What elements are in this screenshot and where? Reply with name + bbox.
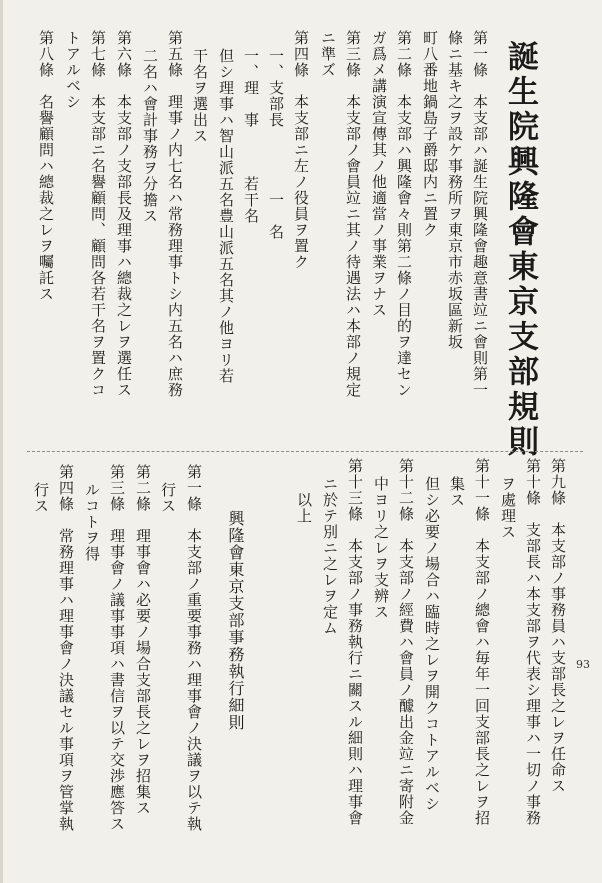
text-line: 中ヨリ之レヲ支辨ス bbox=[372, 476, 390, 620]
document-title: 誕生院興隆會東京支部規則 bbox=[502, 40, 538, 460]
text-line: 第七條 本支部ニ名譽顧問、顧問各若干名ヲ置クコ bbox=[89, 30, 107, 398]
text-line: 但シ必要ノ場合ハ臨時之レヲ開クコトアルベシ bbox=[423, 476, 441, 812]
page-number: 93 bbox=[576, 658, 590, 671]
text-line: ヲ處理ス bbox=[499, 476, 517, 540]
text-line: 第十三條 本支部ノ事務執行ニ關スル細則ハ理事會 bbox=[346, 458, 364, 826]
text-line: 第二條 本支部ハ興隆會々則第二條ノ目的ヲ達セン bbox=[395, 30, 413, 398]
text-line: 第六條 本支部ノ支部長及理事ハ總裁之レヲ選任ス bbox=[115, 30, 133, 398]
text-line: 一、理 事 若干名 bbox=[242, 48, 260, 224]
text-line: 集ス bbox=[448, 476, 466, 508]
text-line: 第十條 支部長ハ本支部ヲ代表シ理事ハ一切ノ事務 bbox=[524, 458, 542, 826]
text-line: ルコトヲ得 bbox=[83, 482, 101, 562]
regulations-continued-section bbox=[3, 452, 602, 883]
text-line: 但シ理事ハ智山派五名豊山派五名其ノ他ヨリ若 bbox=[217, 48, 235, 384]
text-line: 第八條 名譽顧問ハ總裁之レヲ囑託ス bbox=[37, 30, 55, 302]
text-line: 第二條 理事會ハ必要ノ場合支部長之レヲ招集ス bbox=[134, 464, 152, 816]
text-line: 二名ハ會計事務ヲ分擔ス bbox=[141, 48, 159, 224]
text-line: 第一條 本支部ハ誕生院興隆會趣意書竝ニ會則第一 bbox=[471, 30, 489, 398]
detail-subtitle: 興隆會東京支部事務執行細則 bbox=[226, 510, 245, 731]
text-line: 第十一條 本支部ノ總會ハ毎年一回支部長之レヲ招 bbox=[473, 458, 491, 826]
text-line: 行ス bbox=[32, 482, 50, 514]
text-line: 第九條 本支部ノ事務員ハ支部長之レヲ任命ス bbox=[549, 458, 567, 794]
text-line: 干名ヲ選出ス bbox=[191, 48, 209, 144]
text-line: 第四條 本支部ニ左ノ役員ヲ置ク bbox=[292, 30, 310, 270]
text-line: 條ニ基キ之ヲ設ケ事務所ヲ東京市赤坂區新坂 bbox=[446, 30, 464, 350]
text-line: 一、支部長 一 名 bbox=[267, 48, 285, 240]
text-line: 第四條 常務理事ハ理事會ノ決議セル事項ヲ管掌執 bbox=[57, 464, 75, 832]
text-line: ニ準ズ bbox=[319, 30, 337, 78]
text-line: 第三條 本支部ノ會員竝ニ其ノ待遇法ハ本部ノ規定 bbox=[344, 30, 362, 398]
text-line: 第一條 本支部ノ重要事務ハ理事會ノ決議ヲ以テ執 bbox=[185, 464, 203, 832]
text-line: トアルベシ bbox=[64, 30, 82, 110]
text-line: 第五條 理事ノ内七名ハ常務理事トシ内五名ハ庶務 bbox=[166, 30, 184, 398]
text-line: 第十二條 本支部ノ經費ハ會員ノ醵出金竝ニ寄附金 bbox=[397, 458, 415, 826]
text-line: 第三條 理事會ノ議事事項ハ書信ヲ以テ交渉應答ス bbox=[108, 464, 126, 832]
text-line: ニ於テ別ニ之レヲ定ム bbox=[321, 476, 339, 636]
end-mark: 以上 bbox=[295, 492, 313, 524]
text-line: 町八番地鍋島子爵邸内ニ置ク bbox=[421, 30, 439, 238]
regulations-section bbox=[3, 0, 602, 460]
text-line: ガ爲メ講演宣傳其ノ他適當ノ事業ヲナス bbox=[370, 30, 388, 318]
text-line: 行ス bbox=[159, 482, 177, 514]
